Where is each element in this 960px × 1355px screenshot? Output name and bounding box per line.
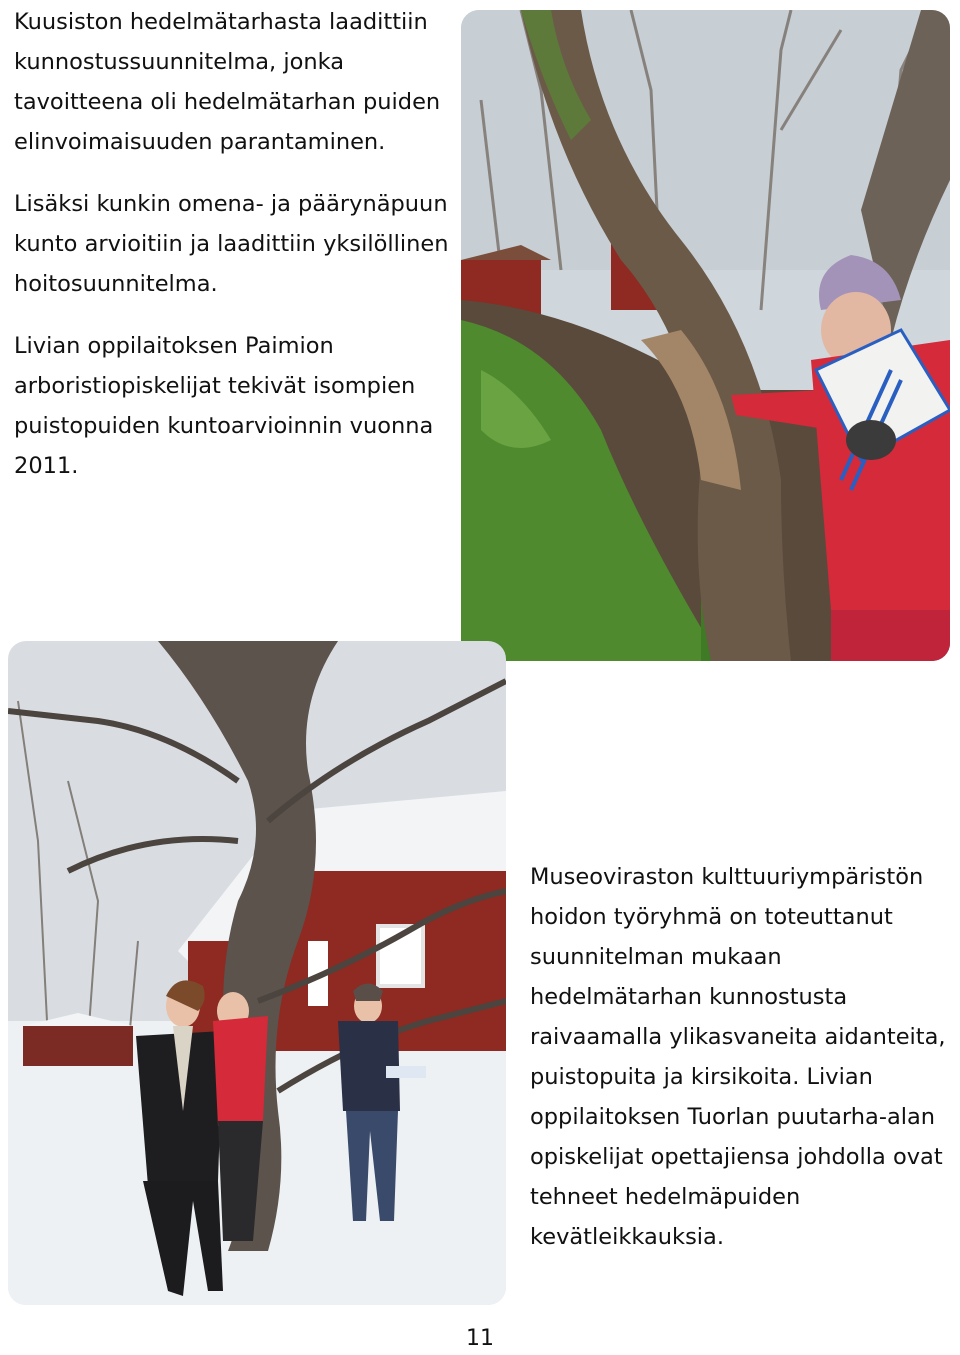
intro-text (14, 2, 454, 486)
intro-paragraph-1: Kuusiston hedelmätarhasta laadittiin kunnostussuunnitelma, jonka tavoitteena oli hedelmätarhan puiden elinvoimaisuuden parantaminen. (14, 9, 441, 155)
intro-paragraph-3: Livian oppilaitoksen Paimion arboristiopiskelijat tekivät isompien puistopuiden kuntoarvioinnin vuonna 2011. (14, 333, 434, 479)
photo-winter-pruning (8, 641, 506, 1305)
photo-caption (530, 857, 958, 1257)
intro-paragraph-2: Lisäksi kunkin omena- ja päärynäpuun kunto arvioitiin ja laadittiin yksilöllinen hoitosuunnitelma. (14, 191, 449, 297)
photo-tree-inspection (461, 10, 950, 661)
page-number: 11 (466, 1326, 494, 1351)
caption-text: Museoviraston kulttuuriympäristön hoidon työryhmä on toteuttanut suunnitelman mukaan hedelmätarhan kunnostusta raivaamalla ylikasvaneita aidanteita, puistopuita ja kirsikoita. Livian oppilaitoksen Tuorlan puutarha-alan opiskelijat opettajiensa johdolla ovat tehneet hedelmäpuiden kevätleikkauksia. (530, 864, 946, 1250)
